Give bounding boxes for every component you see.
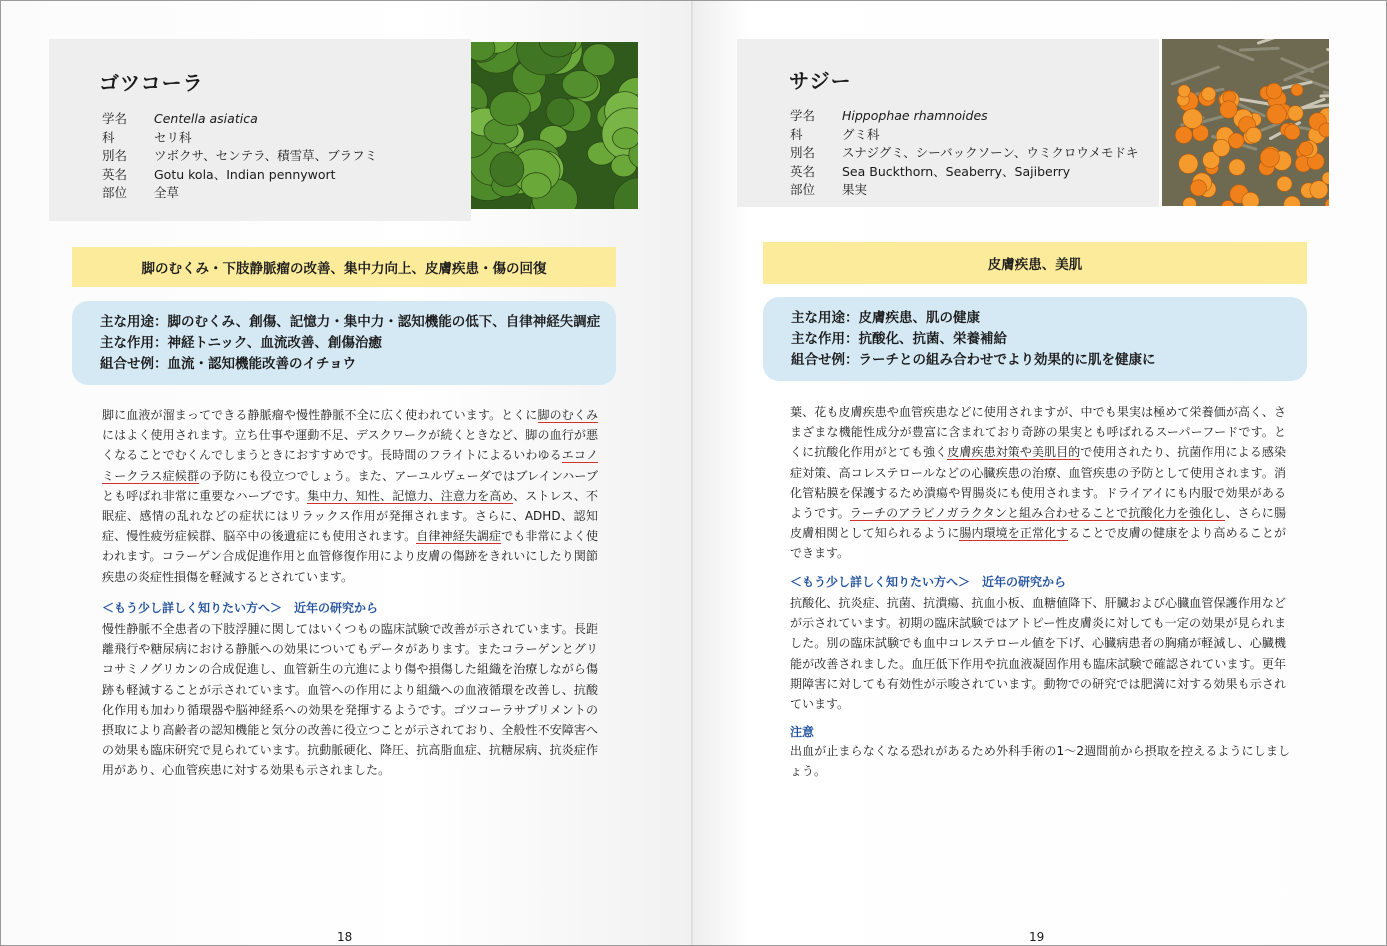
berry — [1260, 148, 1279, 167]
info-key: 部位 — [102, 185, 128, 200]
info-row — [790, 126, 1139, 145]
berry — [1291, 84, 1303, 96]
info-key: 学名 — [790, 108, 816, 123]
info-key: 英名 — [102, 166, 128, 182]
right-caution-text: 出血が止まらなくなる恐れがあるため外科手術の1〜2週間前から摂取を控えるようにしましょう。 — [790, 744, 1290, 779]
berry — [1266, 83, 1282, 99]
berry — [1220, 101, 1237, 118]
highlighted-phrase: 腸内環境を正常化す — [959, 526, 1069, 541]
info-key: 別名 — [790, 145, 816, 160]
berry — [1183, 109, 1203, 129]
info-key: 英名 — [790, 163, 816, 179]
info-value: グミ科 — [842, 126, 880, 142]
highlighted-phrase: 皮膚疾患対策や美肌目的 — [947, 445, 1081, 460]
left-title: ゴツコーラ — [99, 71, 204, 95]
info-value: 全草 — [154, 185, 180, 200]
body-segment: にはよく使用されます。立ち仕事や運動不足、デスクワークが続くときなど、脚の血行が悪くなることでむくんでしまうときにおすすめです。長時間のフライトによるいわゆる — [102, 428, 598, 463]
info-value: Sea Buckthorn、Seaberry、Sajiberry — [842, 163, 1071, 179]
info-row — [102, 110, 377, 129]
right-research-heading: ＜もう少し詳しく知りたい方へ＞ 近年の研究から — [790, 575, 1067, 589]
berry — [1267, 105, 1287, 125]
highlighted-phrase: 脚のむくみ — [537, 408, 598, 422]
right-summary-action: 主な作用：抗酸化、抗菌、栄養補給 — [791, 331, 1007, 347]
info-value: Centella asiatica — [154, 111, 258, 126]
berry — [1213, 139, 1230, 156]
page-number-right: 19 — [1029, 930, 1045, 944]
body-segment: でも非常によく使われます。コラーゲン合成促進作用と血管修復作用により皮膚の傷跡をきれいにしたり関節疾患の炎症性損傷を軽減するとされています。 — [102, 529, 598, 584]
berry — [1202, 87, 1216, 101]
left-research-text: 慢性静脈不全患者の下肢浮腫に関してはいくつもの臨床試験で改善が示されています。長距離飛行や糖尿病における静脈への効果についてもデータがあります。またコラーゲンとグリコサミノグリカンの合成促進し、血管新生の亢進により傷や損傷した組織を治療しながら傷跡も軽減することが示されています。血管への作用により組織への血液循環を改善し、抗酸化作用も加わり循環器や脳神経系への効果を発揮するようです。ゴツコーラサプリメントの摂取により高齢者の認知機能と気分の改善に役立つことが示されており、全般性不安障害への効果も臨床研究で見られています。抗動脈硬化、降圧、抗高脂血症、抗糖尿病、抗炎症作用があり、心血管疾患に対する効果も示されました。 — [102, 622, 598, 778]
left-summary-box — [72, 301, 616, 385]
berry — [1178, 85, 1190, 97]
highlighted-phrase: エコノミークラス症候群 — [102, 448, 598, 483]
left-info-table — [102, 110, 377, 203]
highlighted-phrase: ラーチのアラビノガラクタンと組み合わせることで抗酸化力を強化し — [849, 506, 1226, 521]
info-row — [102, 184, 377, 203]
berry — [1277, 176, 1292, 191]
gotu-kola-photo — [471, 42, 638, 209]
left-research-heading: ＜もう少し詳しく知りたい方へ＞ 近年の研究から — [102, 601, 379, 615]
left-summary-action: 主な作用：神経トニック、血流改善、創傷治癒 — [100, 335, 382, 351]
info-value: セリ科 — [154, 129, 192, 145]
info-row — [790, 181, 1139, 200]
right-body-text — [790, 402, 1286, 564]
body-segment: 脚に血液が溜まってできる静脈瘤や慢性静脈不全に広く使われています。とくに — [102, 408, 538, 422]
right-title: サジー — [789, 69, 852, 93]
berry — [1246, 127, 1262, 143]
leaf-shape — [613, 128, 639, 149]
right-benefit-banner: 皮膚疾患、美肌 — [763, 242, 1307, 284]
leaf-shape — [490, 152, 524, 187]
info-row — [102, 129, 377, 148]
leaf-shape — [582, 44, 615, 76]
leaf-shape — [546, 98, 574, 126]
left-summary-usage: 主な用途：脚のむくみ、創傷、記憶力・集中力・認知機能の低下、自律神経失調症 — [100, 314, 601, 330]
right-caution-heading: 注意 — [790, 725, 815, 739]
info-key: 科 — [790, 126, 803, 142]
body-segment: で使用されたり、抗菌作用による感染症対策、高コレステロールなどの心臓疾患の治療、血管疾患の予防として使用されます。消化管粘膜を保護するため潰瘍や胃腸炎にも使用されます。ドライアイにも内服で効果があるようです。 — [790, 445, 1286, 521]
body-segment: の予防にも役立つでしょう。また、アーユルヴェーダではブレインハーブとも呼ばれ非常に重要なハーブです。 — [102, 468, 598, 503]
right-summary-box — [763, 297, 1307, 381]
left-body-text — [102, 405, 598, 587]
info-row — [102, 147, 377, 166]
right-summary-combo: 組合せ例：ラーチとの組み合わせでより効果的に肌を健康に — [791, 352, 1156, 368]
branch-leaf — [1241, 48, 1279, 50]
berry — [1190, 180, 1206, 196]
info-value: 果実 — [842, 182, 868, 197]
berry — [1229, 159, 1245, 175]
berry — [1310, 181, 1328, 199]
berry — [1288, 106, 1303, 121]
body-segment: 、ストレス、不眠症、感情の乱れなどの症状にはリラックス作用が発揮されます。さらに、ADHD、認知症、慢性疲労症候群、脳卒中の後遺症にも使用されます。 — [102, 488, 598, 544]
info-row — [790, 144, 1139, 163]
page-right — [693, 1, 1386, 945]
sea-buckthorn-photo — [1162, 39, 1329, 206]
page-left — [1, 1, 693, 945]
info-key: 科 — [102, 129, 115, 145]
berry — [1175, 127, 1192, 144]
info-value: Gotu kola、Indian pennywort — [154, 166, 336, 182]
highlighted-phrase: 自律神経失調症 — [416, 529, 502, 544]
right-info-table — [790, 107, 1139, 200]
right-research-text: 抗酸化、抗炎症、抗菌、抗潰瘍、抗血小板、血糖値降下、肝臓および心臓血管保護作用などが示されています。初期の臨床試験ではアトピー性皮膚炎に対しても一定の効果が見られました。別の臨床試験でも血中コレステロール値を下げ、心臓病患者の胸痛が軽減し、心臓機能が改善されました。血圧低下作用や抗血液凝固作用も臨床試験で確認されています。更年期障害に対しても有効性が示唆されています。動物での研究では肥満に対する効果も示されています。 — [790, 596, 1286, 712]
info-value: スナジグミ、シーバックソーン、ウミクロウメモドキ — [842, 145, 1139, 160]
info-key: 部位 — [790, 182, 816, 197]
info-value: Hippophae rhamnoides — [842, 108, 988, 123]
left-summary-combo: 組合せ例：血流・認知機能改善のイチョウ — [100, 356, 357, 372]
berry — [1299, 142, 1313, 156]
sea-buckthorn-berries-image — [1162, 39, 1329, 206]
gotu-kola-leaves-image — [471, 42, 638, 209]
body-segment: 、さらに腸皮膚相関として知られるように — [790, 506, 1286, 541]
left-benefit-banner: 脚のむくみ・下肢静脈瘤の改善、集中力向上、皮膚疾患・傷の回復 — [72, 247, 616, 287]
info-row — [102, 166, 377, 185]
highlighted-phrase: 集中力、知性、記憶力、注意力を高め — [307, 488, 514, 503]
info-value: ツボクサ、センテラ、積雪草、ブラフミ — [154, 148, 378, 163]
leaf-shape — [490, 91, 530, 125]
leaf-shape — [562, 71, 598, 98]
info-row — [790, 163, 1139, 182]
info-row — [790, 107, 1139, 126]
berry — [1179, 154, 1198, 173]
body-segment: ることで皮膚の健康をより高めることができます。 — [790, 526, 1286, 561]
leaf-shape — [521, 173, 551, 198]
berry — [1285, 124, 1300, 139]
page-number-left: 18 — [337, 930, 353, 944]
info-key: 学名 — [102, 111, 128, 126]
berry — [1229, 133, 1244, 148]
right-summary-usage: 主な用途：皮膚疾患、肌の健康 — [791, 310, 980, 326]
info-key: 別名 — [102, 148, 128, 163]
berry — [1242, 192, 1259, 206]
body-segment: 葉、花も皮膚疾患や血管疾患などに使用されますが、中でも果実は極めて栄養価が高く、さまざまな機能性成分が豊富に含まれており奇跡の果実とも呼ばれるスーパーフードです。とくに抗酸化作用がとても強く — [790, 405, 1286, 460]
